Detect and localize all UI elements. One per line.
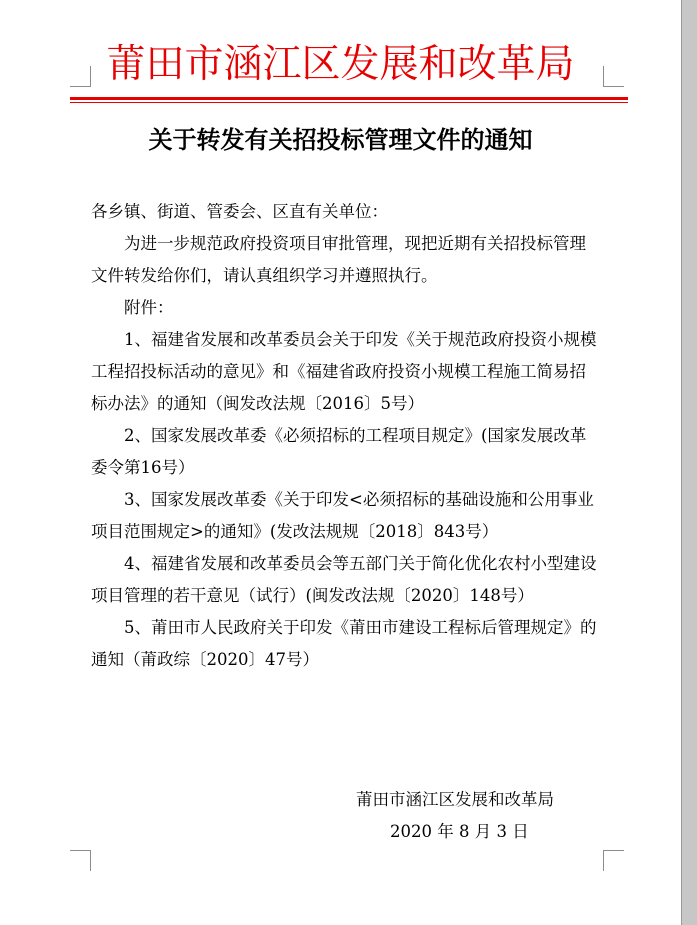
document-title: 关于转发有关招投标管理文件的通知 <box>148 125 533 154</box>
attachment-item-3: 3、国家发展改革委《关于印发<必须招标的基础设施和公用事业项目范围规定>的通知》(发改法规规〔2018〕843号） <box>91 490 594 541</box>
attachments-label: 附件： <box>124 298 174 317</box>
letterhead-red-rule-thick <box>70 97 628 100</box>
attachment-item-4: 4、福建省发展和改革委员会等五部门关于简化优化农村小型建设项目管理的若干意见（试行）(闽发改法规〔2020〕148号） <box>91 554 597 605</box>
margin-mark-bottom-right <box>603 850 624 871</box>
org-letterhead-title: 莆田市涵江区发展和改革局 <box>106 42 575 87</box>
letterhead-red-rule-thin <box>70 102 628 103</box>
signature-date: 2020 年 8 月 3 日 <box>390 822 529 841</box>
salutation: 各乡镇、街道、管委会、区直有关单位： <box>91 202 388 221</box>
attachment-item-1: 1、福建省发展和改革委员会关于印发《关于规范政府投资小规模工程招投标活动的意见》和《福建省政府投资小规模工程施工简易招标办法》的通知（闽发改法规〔2016〕5号） <box>91 330 597 413</box>
attachment-item-2: 2、国家发展改革委《必须招标的工程项目规定》(国家发展改革委令第16号） <box>91 426 587 477</box>
intro-paragraph: 为进一步规范政府投资项目审批管理，现把近期有关招投标管理文件转发给你们，请认真组织学习并遵照执行。 <box>91 234 586 285</box>
document-body <box>91 196 599 676</box>
attachment-item-5: 5、莆田市人民政府关于印发《莆田市建设工程标后管理规定》的通知（莆政综〔2020〕47号） <box>91 618 597 669</box>
margin-mark-bottom-left <box>70 850 91 871</box>
signature-org: 莆田市涵江区发展和改革局 <box>356 790 554 809</box>
